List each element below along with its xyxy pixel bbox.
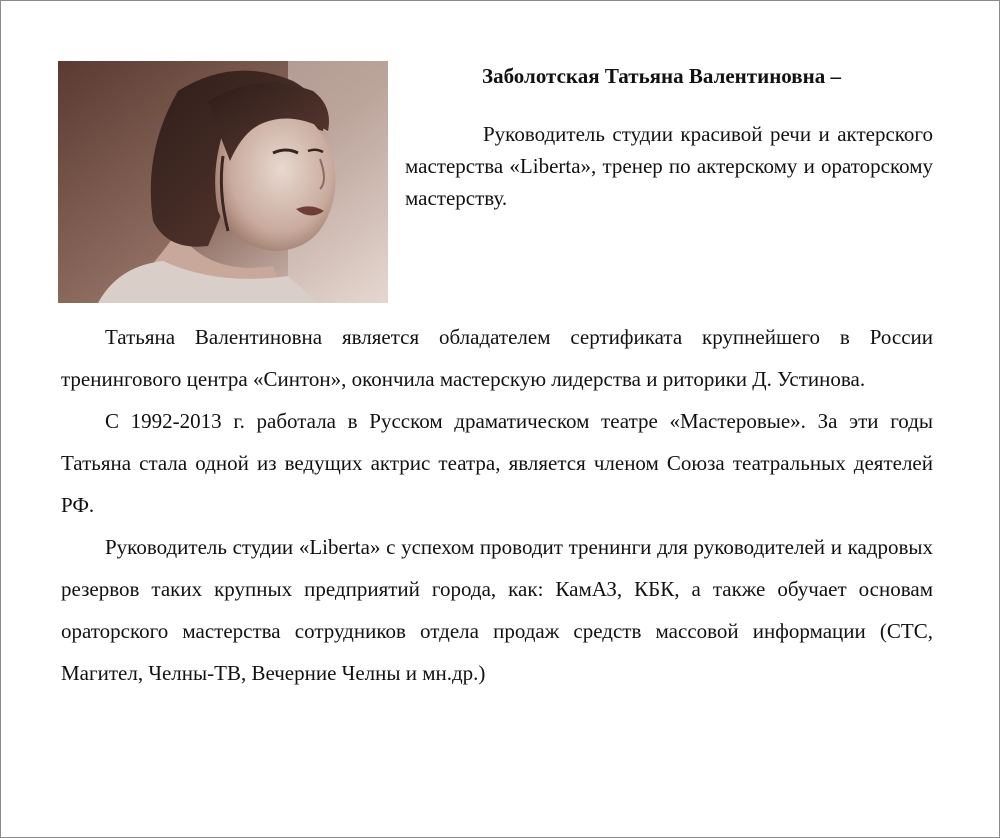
portrait-photo-icon [58,61,388,303]
portrait-photo [58,61,388,303]
person-role: Руководитель студии красивой речи и актерского мастерства «Liberta», тренер по актерскому и ораторскому мастерству. [405,122,933,210]
paragraph-certificate: Татьяна Валентиновна является обладателем сертификата крупнейшего в России тренингового центра «Синтон», окончила мастерскую лидерства и риторики Д. Устинова. [61,325,933,391]
biography-text [61,316,933,694]
person-name: Заболотская Татьяна Валентиновна – [482,64,841,88]
paragraph-trainings: Руководитель студии «Liberta» с успехом проводит тренинги для руководителей и кадровых резервов таких крупных предприятий города, как: КамАЗ, КБК, а также обучает основам ораторского мастерства сотрудников отдела продаж средств массовой информации (СТС, Магител, Челны-ТВ, Вечерние Челны и мн.др.) [61,535,933,685]
paragraph-theatre: С 1992-2013 г. работала в Русском драматическом театре «Мастеровые». За эти годы Татьяна стала одной из ведущих актрис театра, является членом Союза театральных деятелей РФ. [61,409,933,517]
